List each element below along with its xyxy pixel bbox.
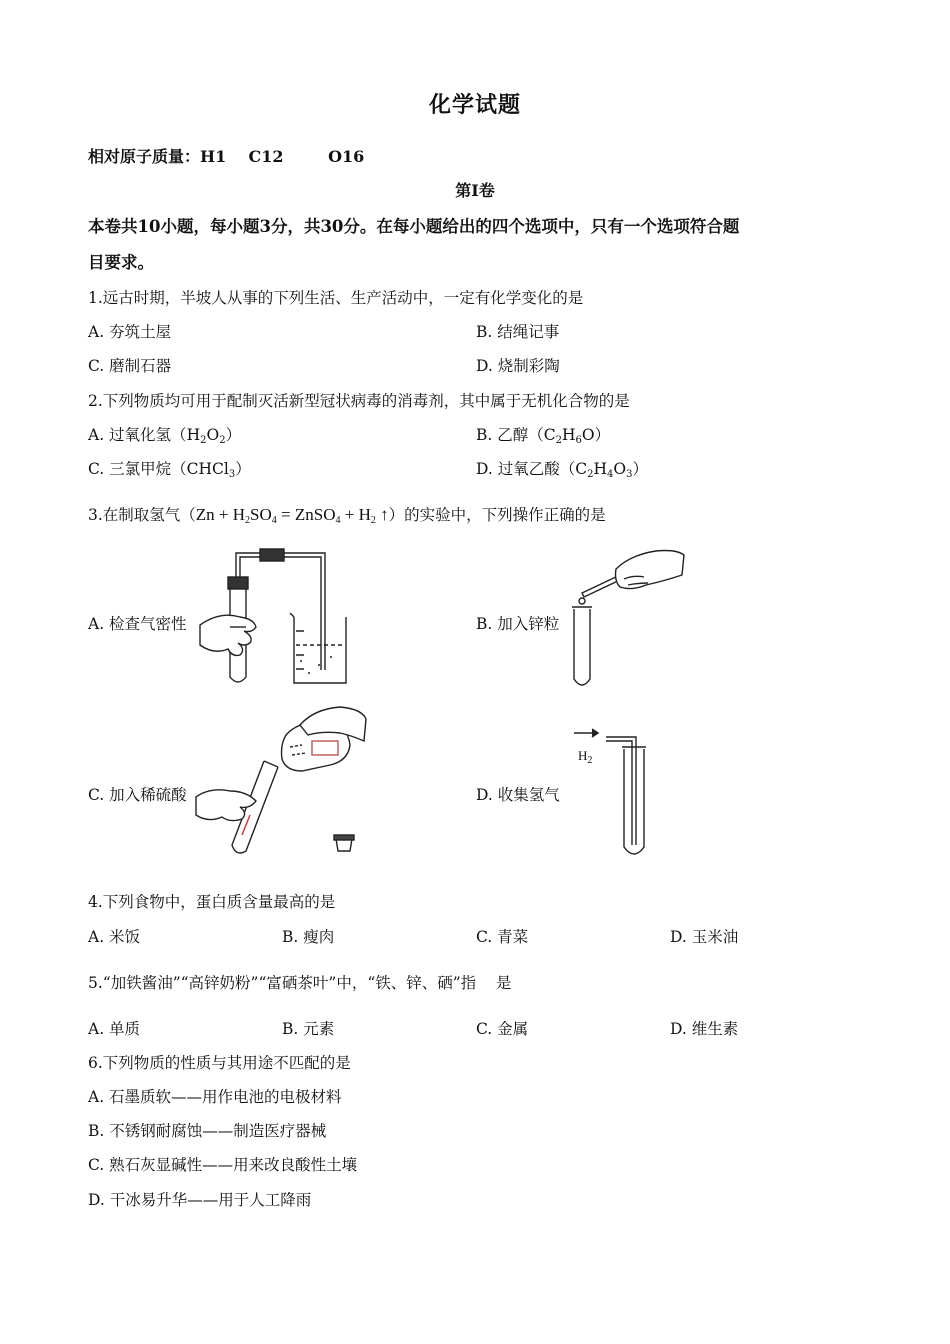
instructions-line-2: 目要求。 [88, 253, 154, 272]
q1-option-a: A. 夯筑土屋 [88, 323, 172, 341]
q3-option-c: C. 加入稀硫酸 [88, 786, 187, 804]
q1-option-d: D. 烧制彩陶 [476, 357, 560, 375]
q6-option-d: D. 干冰易升华——用于人工降雨 [88, 1191, 312, 1209]
q4-option-b: B. 瘦肉 [282, 928, 335, 946]
q4-option-d: D. 玉米油 [670, 928, 739, 946]
figure-add-zinc [560, 545, 690, 695]
figure-collect-hydrogen [570, 725, 670, 865]
q1-option-b: B. 结绳记事 [476, 323, 560, 341]
section-heading: 第Ⅰ卷 [455, 181, 495, 200]
q6-option-b: B. 不锈钢耐腐蚀——制造医疗器械 [88, 1122, 327, 1140]
q3-option-d: D. 收集氢气 [476, 786, 560, 804]
page-title: 化学试题 [428, 92, 521, 118]
q2-option-c: C. 三氯甲烷（CHCl$_3$） [88, 460, 251, 480]
atomic-mass-line: 相对原子质量：H1 C12 O16 [88, 147, 365, 166]
q1-stem: 1.远古时期，半坡人从事的下列生活、生产活动中，一定有化学变化的是 [88, 289, 584, 307]
q2-option-d: D. 过氧乙酸$(C_2H_4O_3)$ [476, 460, 648, 480]
q3-option-a: A. 检查气密性 [88, 615, 187, 633]
q4-option-a: A. 米饭 [88, 928, 141, 946]
q2-option-b: B. 乙醇$(C_2H_6O)$ [476, 426, 611, 446]
q3-equation: $Zn + H_2SO_4$ = ZnSO$_4$ + $H_2$ ↑ [195, 505, 389, 526]
q5-stem: 5.“加铁酱油”“高锌奶粉”“富硒茶叶”中，“铁、锌、硒”指 是 [88, 974, 512, 992]
h2-label: $H_2$ [578, 748, 593, 766]
q4-stem: 4.下列食物中，蛋白质含量最高的是 [88, 893, 336, 911]
q5-option-d: D. 维生素 [670, 1020, 739, 1038]
q6-stem: 6.下列物质的性质与其用途不匹配的是 [88, 1054, 351, 1072]
q5-option-b: B. 元素 [282, 1020, 335, 1038]
q4-option-c: C. 青菜 [476, 928, 529, 946]
instructions-line-1: 本卷共10小题，每小题3分，共30分。在每小题给出的四个选项中，只有一个选项符合题 [88, 217, 740, 236]
q3-option-b: B. 加入锌粒 [476, 615, 560, 633]
q5-option-c: C. 金属 [476, 1020, 529, 1038]
q2-option-a: A. 过氧化氢$(H_2O_2)$ [88, 426, 242, 446]
figure-airtightness-check [190, 545, 360, 695]
q2-stem: 2.下列物质均可用于配制灭活新型冠状病毒的消毒剂，其中属于无机化合物的是 [88, 392, 630, 410]
q5-option-a: A. 单质 [88, 1020, 141, 1038]
q1-option-c: C. 磨制石器 [88, 357, 172, 375]
figure-add-acid [190, 705, 370, 865]
q6-option-a: A. 石墨质软——用作电池的电极材料 [88, 1088, 342, 1106]
q3-stem: 3.在制取氢气（$Zn + H_2SO_4$ = ZnSO$_4$ + $H_2$ ↑）的实验中，下列操作正确的是 [88, 505, 606, 526]
q6-option-c: C. 熟石灰显碱性——用来改良酸性土壤 [88, 1156, 358, 1174]
